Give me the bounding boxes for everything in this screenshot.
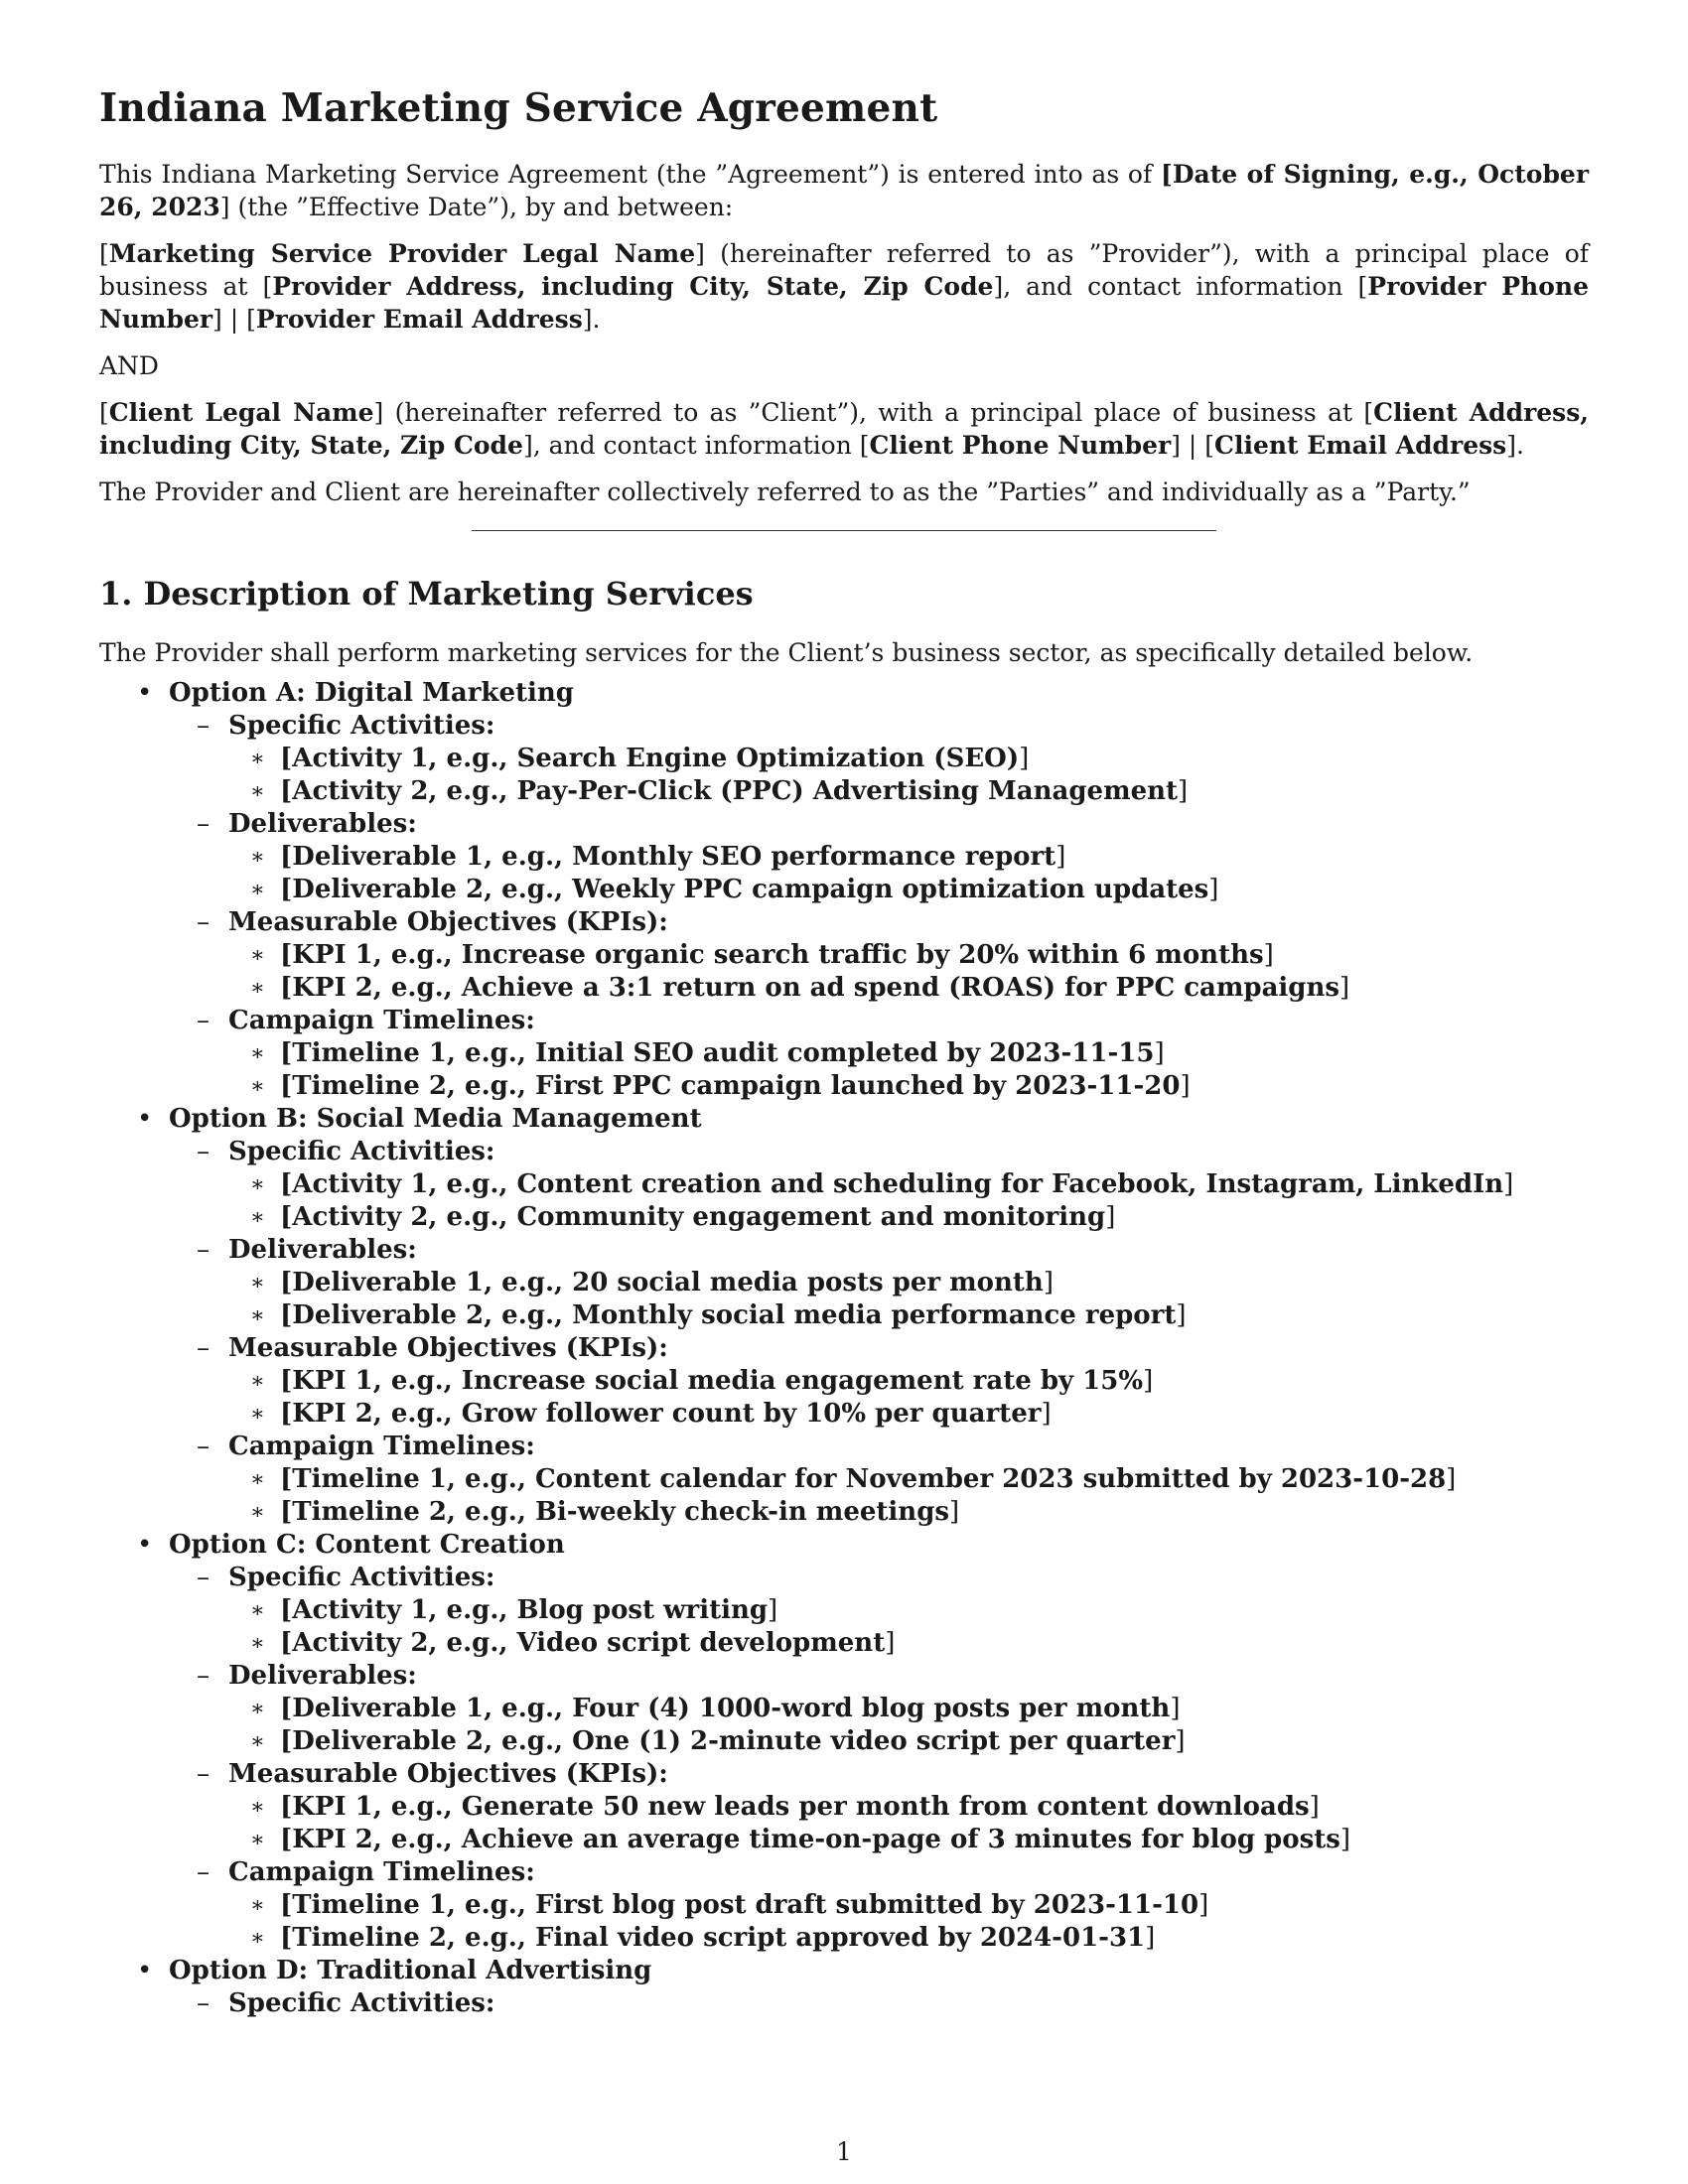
item-text: [Timeline 1, e.g., Content calendar for November 2023 submitted by 2023-10-28 — [280, 1464, 1447, 1494]
list-item-option-c — [99, 1529, 1589, 1562]
bracket: ] — [885, 1628, 896, 1658]
sublist-label: Specific Activities: — [228, 1988, 495, 2018]
dash-icon: – — [197, 1759, 210, 1789]
list-item — [99, 1299, 1589, 1332]
item-text: [KPI 1, e.g., Increase organic search traffic by 20% within 6 months — [280, 940, 1264, 970]
text: ] | [ — [1171, 431, 1215, 460]
item-text: [KPI 1, e.g., Generate 50 new leads per month from content downloads — [280, 1792, 1310, 1822]
list-item-option-a — [99, 677, 1589, 710]
dash-icon: – — [197, 711, 210, 741]
list-item — [99, 874, 1589, 906]
provider-phone-placeholder: Provider Phone Number — [99, 272, 1589, 334]
item-text: [Timeline 1, e.g., First blog post draft submitted by 2023-11-10 — [280, 1890, 1199, 1920]
list-item — [99, 1824, 1589, 1856]
client-name-placeholder: Client Legal Name — [108, 398, 374, 427]
asterisk-icon: ∗ — [250, 1697, 265, 1721]
asterisk-icon: ∗ — [250, 1893, 265, 1918]
bracket: ] — [1145, 1923, 1156, 1953]
list-item — [99, 1431, 1589, 1463]
text: ]. — [1506, 431, 1524, 460]
asterisk-icon: ∗ — [250, 1500, 265, 1525]
list-item — [99, 1201, 1589, 1234]
list-item — [99, 1693, 1589, 1725]
document-title: Indiana Marketing Service Agreement — [99, 85, 938, 131]
list-item — [99, 1627, 1589, 1660]
list-item — [99, 1660, 1589, 1693]
list-item — [99, 1594, 1589, 1627]
item-text: [KPI 2, e.g., Achieve a 3:1 return on ad spend (ROAS) for PPC campaigns — [280, 973, 1340, 1003]
list-item — [99, 1496, 1589, 1529]
provider-address-placeholder: Provider Address, including City, State, Zip Code — [272, 272, 994, 301]
asterisk-icon: ∗ — [250, 1041, 265, 1066]
bracket: ] — [1180, 1071, 1191, 1101]
asterisk-icon: ∗ — [250, 976, 265, 1001]
client-email-placeholder: Client Email Address — [1214, 431, 1507, 460]
list-item — [99, 1332, 1589, 1365]
item-text: [KPI 1, e.g., Increase social media engagement rate by 15% — [280, 1366, 1144, 1396]
asterisk-icon: ∗ — [250, 747, 265, 771]
asterisk-icon: ∗ — [250, 779, 265, 804]
bracket: ] — [1175, 1726, 1186, 1756]
list-item — [99, 1463, 1589, 1496]
item-text: [Activity 2, e.g., Community engagement and monitoring — [280, 1202, 1106, 1232]
bracket: ] — [1176, 1300, 1187, 1330]
list-item — [99, 1168, 1589, 1201]
dash-icon: – — [197, 1988, 210, 2018]
bracket: ] — [1143, 1366, 1154, 1396]
asterisk-icon: ∗ — [250, 1402, 265, 1427]
list-item — [99, 972, 1589, 1005]
bracket: ] — [1198, 1890, 1209, 1920]
intro-text: ] (the ”Effective Date”), by and between: — [219, 193, 734, 221]
item-text: [Timeline 2, e.g., Final video script approved by 2024-01-31 — [280, 1923, 1146, 1953]
list-item — [99, 710, 1589, 743]
list-item — [99, 1070, 1589, 1103]
asterisk-icon: ∗ — [250, 1795, 265, 1820]
list-item — [99, 1398, 1589, 1431]
item-text: [KPI 2, e.g., Achieve an average time-on-page of 3 minutes for blog posts — [280, 1825, 1340, 1854]
parties-paragraph: The Provider and Client are hereinafter collectively referred to as the ”Parties” and individually as a ”Party.” — [99, 478, 1471, 506]
list-item-option-b — [99, 1103, 1589, 1136]
list-item — [99, 1365, 1589, 1398]
dash-icon: – — [197, 1661, 210, 1691]
asterisk-icon: ∗ — [250, 1271, 265, 1296]
item-text: [Deliverable 1, e.g., 20 social media posts per month — [280, 1268, 1044, 1297]
bullet-icon: • — [137, 1956, 153, 1985]
item-text: [Deliverable 2, e.g., One (1) 2-minute video script per quarter — [280, 1726, 1176, 1756]
text: ], and contact information [ — [993, 272, 1368, 301]
bracket: ] — [949, 1497, 960, 1527]
section-lead: The Provider shall perform marketing services for the Client’s business sector, as specifically detailed below. — [99, 638, 1474, 667]
item-text: [Deliverable 1, e.g., Monthly SEO performance report — [280, 842, 1056, 872]
sublist-label: Campaign Timelines: — [228, 1432, 535, 1461]
dash-icon: – — [197, 1137, 210, 1166]
list-item — [99, 841, 1589, 874]
asterisk-icon: ∗ — [250, 1205, 265, 1230]
bracket: ] — [1043, 1268, 1054, 1297]
list-item — [99, 1889, 1589, 1922]
bullet-icon: • — [137, 1530, 153, 1560]
sublist-label: Campaign Timelines: — [228, 1857, 535, 1887]
list-item — [99, 1922, 1589, 1955]
text: [ — [99, 239, 109, 268]
section-heading: 1. Description of Marketing Services — [99, 575, 754, 613]
list-item — [99, 743, 1589, 775]
list-item — [99, 1234, 1589, 1267]
item-text: [KPI 2, e.g., Grow follower count by 10% per quarter — [280, 1399, 1042, 1429]
effective-date-placeholder: [Date of Signing, e.g., October 26, 2023 — [99, 160, 1590, 221]
sublist-label: Specific Activities: — [228, 711, 495, 741]
dash-icon: – — [197, 809, 210, 839]
list-item — [99, 906, 1589, 939]
sublist-label: Campaign Timelines: — [228, 1006, 535, 1035]
asterisk-icon: ∗ — [250, 1926, 265, 1951]
option-title: Option A: Digital Marketing — [169, 678, 574, 708]
asterisk-icon: ∗ — [250, 845, 265, 870]
provider-name-placeholder: Marketing Service Provider Legal Name — [108, 239, 696, 268]
bracket: ] — [1055, 842, 1066, 872]
asterisk-icon: ∗ — [250, 1369, 265, 1394]
sublist-label: Specific Activities: — [228, 1137, 495, 1166]
sublist-label: Measurable Objectives (KPIs): — [228, 1333, 668, 1363]
sublist-label: Deliverables: — [228, 1661, 417, 1691]
item-text: [Timeline 2, e.g., Bi-weekly check-in meetings — [280, 1497, 950, 1527]
client-paragraph — [99, 396, 1589, 462]
bracket: ] — [768, 1595, 778, 1625]
list-item — [99, 1758, 1589, 1791]
bracket: ] — [1446, 1464, 1457, 1494]
list-item — [99, 1725, 1589, 1758]
list-item — [99, 1005, 1589, 1037]
list-item — [99, 1562, 1589, 1594]
item-text: [Activity 1, e.g., Search Engine Optimization (SEO) — [280, 744, 1020, 773]
list-item — [99, 1987, 1589, 2020]
bracket: ] — [1154, 1038, 1165, 1068]
and-separator: AND — [99, 351, 159, 380]
dash-icon: – — [197, 907, 210, 937]
option-title: Option B: Social Media Management — [169, 1104, 702, 1134]
item-text: [Activity 2, e.g., Video script development — [280, 1628, 886, 1658]
bracket: ] — [1208, 875, 1219, 904]
asterisk-icon: ∗ — [250, 1828, 265, 1852]
asterisk-icon: ∗ — [250, 1074, 265, 1099]
bullet-icon: • — [137, 678, 153, 708]
bracket: ] — [1309, 1792, 1320, 1822]
page-number: 1 — [836, 2137, 852, 2166]
client-phone-placeholder: Client Phone Number — [869, 431, 1172, 460]
asterisk-icon: ∗ — [250, 1729, 265, 1754]
text: ] | [ — [212, 305, 256, 334]
sublist-label: Deliverables: — [228, 809, 417, 839]
sublist-label: Measurable Objectives (KPIs): — [228, 907, 668, 937]
bullet-icon: • — [137, 1104, 153, 1134]
list-item — [99, 808, 1589, 841]
option-title: Option C: Content Creation — [169, 1530, 565, 1560]
provider-paragraph — [99, 237, 1589, 336]
bracket: ] — [1339, 1825, 1351, 1854]
asterisk-icon: ∗ — [250, 1467, 265, 1492]
item-text: [Timeline 1, e.g., Initial SEO audit completed by 2023-11-15 — [280, 1038, 1155, 1068]
list-item — [99, 1037, 1589, 1070]
bracket: ] — [1339, 973, 1350, 1003]
sublist-label: Specific Activities: — [228, 1563, 495, 1592]
asterisk-icon: ∗ — [250, 943, 265, 968]
list-item — [99, 775, 1589, 808]
text: ] (hereinafter referred to as ”Client”), with a principal place of business at [ — [373, 398, 1374, 427]
intro-paragraph-date — [99, 158, 1589, 223]
text: [ — [99, 398, 109, 427]
bracket: ] — [1041, 1399, 1052, 1429]
bracket: ] — [1503, 1169, 1514, 1199]
dash-icon: – — [197, 1333, 210, 1363]
item-text: [Activity 2, e.g., Pay-Per-Click (PPC) Advertising Management — [280, 776, 1179, 806]
document-page — [99, 85, 1589, 2020]
text: ]. — [582, 305, 601, 334]
bracket: ] — [1019, 744, 1030, 773]
intro-text: This Indiana Marketing Service Agreement (the ”Agreement”) is entered into as of — [99, 160, 1161, 189]
list-item — [99, 1267, 1589, 1299]
bracket: ] — [1170, 1694, 1181, 1723]
dash-icon: – — [197, 1857, 210, 1887]
list-item — [99, 939, 1589, 972]
asterisk-icon: ∗ — [250, 1303, 265, 1328]
option-title: Option D: Traditional Advertising — [169, 1956, 652, 1985]
item-text: [Activity 1, e.g., Content creation and scheduling for Facebook, Instagram, LinkedIn — [280, 1169, 1504, 1199]
list-item-option-d — [99, 1955, 1589, 1987]
client-address-placeholder: Client Address, including City, State, Zip Code — [99, 398, 1589, 460]
sublist-label: Deliverables: — [228, 1235, 417, 1265]
item-text: [Activity 1, e.g., Blog post writing — [280, 1595, 769, 1625]
item-text: [Deliverable 2, e.g., Weekly PPC campaign optimization updates — [280, 875, 1209, 904]
list-item — [99, 1856, 1589, 1889]
asterisk-icon: ∗ — [250, 1172, 265, 1197]
bracket: ] — [1178, 776, 1189, 806]
services-list — [99, 677, 1589, 2020]
dash-icon: – — [197, 1563, 210, 1592]
asterisk-icon: ∗ — [250, 1631, 265, 1656]
item-text: [Deliverable 1, e.g., Four (4) 1000-word blog posts per month — [280, 1694, 1171, 1723]
item-text: [Timeline 2, e.g., First PPC campaign launched by 2023-11-20 — [280, 1071, 1181, 1101]
asterisk-icon: ∗ — [250, 1598, 265, 1623]
bracket: ] — [1105, 1202, 1116, 1232]
list-item — [99, 1136, 1589, 1168]
text: ], and contact information [ — [522, 431, 870, 460]
asterisk-icon: ∗ — [250, 878, 265, 902]
text: ] (hereinafter referred to as ”Provider”), with a principal place of business at [ — [99, 239, 1589, 301]
provider-email-placeholder: Provider Email Address — [255, 305, 583, 334]
bracket: ] — [1263, 940, 1274, 970]
dash-icon: – — [197, 1006, 210, 1035]
sublist-label: Measurable Objectives (KPIs): — [228, 1759, 668, 1789]
dash-icon: – — [197, 1432, 210, 1461]
dash-icon: – — [197, 1235, 210, 1265]
list-item — [99, 1791, 1589, 1824]
item-text: [Deliverable 2, e.g., Monthly social media performance report — [280, 1300, 1177, 1330]
